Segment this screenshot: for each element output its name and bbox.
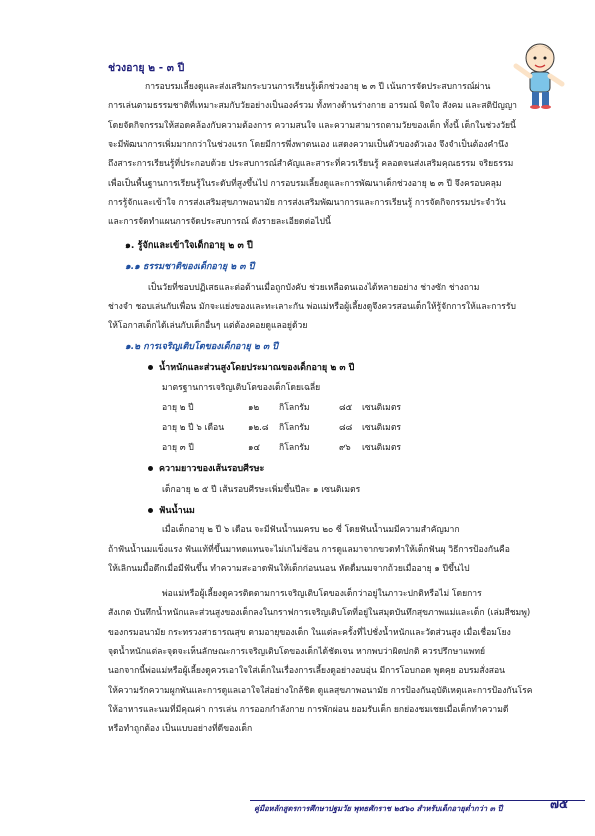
paragraph-line: ช่างจำ ชอบเล่นกับเพื่อน มักจะแย่งของและทะเลาะกัน พ่อแม่หรือผู้เลี้ยงดูจึงควรสอนเด็กให้รู้จักการให้และการรับ [108, 302, 516, 312]
bullet-weight-height [148, 362, 354, 374]
intro-line: การเล่นตามธรรมชาติที่เหมาะสมกับวัยอย่างเป็นองค์รวม ทั้งทางด้านร่างกาย อารมณ์ จิตใจ สังคม และสติปัญญา [108, 101, 517, 111]
teeth-line: ถ้าฟันน้ำนมแข็งแรง ฟันแท้ที่ขึ้นมาทดแทนจะไม่เกไม่ซ้อน การดูแลมาจากขวดทำให้เด็กฟันผุ วิธีการป้องกันคือ [108, 545, 510, 555]
growth-row [162, 442, 462, 454]
intro-line: การอบรมเลี้ยงดูและส่งเสริมกระบวนการเรียนรู้เด็กช่วงอายุ ๒ ๓ ปี เน้นการจัดประสบการณ์ผ่าน [145, 82, 491, 92]
growth-height: ๘๘ [339, 423, 353, 433]
growth-row [162, 422, 462, 434]
bullet-label: ความยาวของเส้นรอบศีรษะ [159, 464, 265, 474]
growth-weight-unit: กิโลกรัม [279, 443, 310, 453]
paragraph-line: เป็นวัยที่ชอบปฏิเสธและต่อต้านเมื่อถูกบังคับ ช่วยเหลือตนเองได้หลายอย่าง ช่างซัก ช่างถาม [148, 283, 480, 293]
growth-height: ๙๖ [339, 443, 351, 453]
bullet-head-circumference [148, 463, 264, 475]
footer-text: คู่มือหลักสูตรการศึกษาปฐมวัย พุทธศักราช ๒๕๖๐ สำหรับเด็กอายุต่ำกว่า ๓ ปี [254, 804, 503, 813]
intro-line: เพื่อเป็นพื้นฐานการเรียนรู้ในระดับที่สูงขึ้นไป การอบรมเลี้ยงดูและการพัฒนาเด็กช่วงอายุ ๒ ๓ ปี จึงครอบคลุม [108, 179, 502, 189]
bullet-label: น้ำหนักและส่วนสูงโดยประมาณของเด็กอายุ ๒ ๓ ปี [159, 363, 355, 373]
growth-age: อายุ ๒ ปี ๖ เดือน [162, 423, 225, 433]
page-number: ๗๕ [550, 797, 569, 811]
parents-line: ของกรมอนามัย กระทรวงสาธารณสุข ตามอายุของเด็ก ในแต่ละครั้งที่ไปชั่งน้ำหนักและวัดส่วนสูง เมื่อเชื่อมโยง [108, 628, 511, 638]
parents-line: นอกจากนี้พ่อแม่หรือผู้เลี้ยงดูควรเอาใจใส่เด็กในเรื่องการเลี้ยงดูอย่างอบอุ่น มีการโอบกอด พูดคุย อบรมสั่งสอน [108, 666, 506, 676]
heading-1-2: ๑.๒ การเจริญเติบโตของเด็กอายุ ๒ ๓ ปี [125, 342, 278, 352]
parents-line: สังเกต บันทึกน้ำหนักและส่วนสูงของเด็กลงในกราฟการเจริญเติบโตที่อยู่ในสมุดบันทึกสุขภาพแม่และเด็ก (เล่มสีชมพู) [108, 608, 531, 618]
growth-height: ๘๕ [339, 403, 353, 413]
teeth-line: เมื่อเด็กอายุ ๒ ปี ๖ เดือน จะมีฟันน้ำนมครบ ๒๐ ซี่ โดยฟันน้ำนมมีความสำคัญมาก [162, 525, 460, 535]
growth-weight: ๑๒ [248, 403, 260, 413]
growth-height-unit: เซนติเมตร [362, 423, 402, 433]
standard-caption: มาตรฐานการเจริญเติบโตของเด็กโดยเฉลี่ย [162, 383, 321, 393]
bullet-label: ฟันน้ำนม [159, 506, 195, 516]
growth-weight-unit: กิโลกรัม [279, 403, 310, 413]
parents-line: ให้อาหารและนมที่มีคุณค่า การเล่น การออกกำลังกาย การพักผ่อน ยอมรับเด็ก ยกย่องชมเชยเมื่อเด็กทำความดี [108, 705, 509, 715]
intro-line: การรู้จักและเข้าใจ การส่งเสริมสุขภาพอนามัย การส่งเสริมพัฒนาการและการเรียนรู้ การจัดกิจกรรมประจำวัน [108, 198, 506, 208]
intro-line: จะมีพัฒนาการเพิ่มมากกว่าในช่วงแรก โดยมีการพึ่งพาตนเอง แสดงความเป็นตัวของตัวเอง จึงจำเป็นต้องคำนึง [108, 140, 509, 150]
heading-1-1: ๑.๑ ธรรมชาติของเด็กอายุ ๒ ๓ ปี [125, 262, 255, 272]
section-title: ช่วงอายุ ๒ - ๓ ปี [108, 62, 185, 74]
growth-weight-unit: กิโลกรัม [279, 423, 310, 433]
child-mascot-illustration [502, 36, 572, 110]
parents-line: จุดน้ำหนักแต่ละจุดจะเห็นลักษณะการเจริญเติบโตของเด็กได้ชัดเจน หากพบว่าผิดปกติ ควรปรึกษาแพทย์ [108, 647, 486, 657]
paragraph-line: ให้โอกาสเด็กได้เล่นกับเด็กอื่นๆ แต่ต้องคอยดูแลอยู่ด้วย [108, 321, 308, 331]
footer-rule [250, 800, 585, 801]
head-text: เด็กอายุ ๒ ๕ ปี เส้นรอบศีรษะเพิ่มขึ้นปีละ ๑ เซนติเมตร [162, 485, 361, 495]
parents-line: พ่อแม่หรือผู้เลี้ยงดูควรติดตามการเจริญเติบโตของเด็กว่าอยู่ในภาวะปกติหรือไม่ โดยการ [162, 589, 482, 599]
growth-age: อายุ ๓ ปี [162, 443, 194, 453]
teeth-line: ให้เลิกนมมื้อดึกเมื่อมีฟันขึ้น ทำความสะอาดฟันให้เด็กก่อนนอน หัดดื่มนมจากถ้วยเมื่ออายุ ๑ ปีขึ้นไป [108, 564, 470, 574]
bullet-baby-teeth [148, 505, 195, 517]
parents-line: หรือทำถูกต้อง เป็นแบบอย่างที่ดีของเด็ก [108, 724, 253, 734]
intro-line: และการจัดทำแผนการจัดประสบการณ์ ดังรายละเอียดต่อไปนี้ [108, 217, 331, 227]
growth-height-unit: เซนติเมตร [362, 443, 402, 453]
heading-1: ๑. รู้จักและเข้าใจเด็กอายุ ๒ ๓ ปี [125, 240, 253, 251]
intro-line: ถึงสาระการเรียนรู้ที่ประกอบด้วย ประสบการณ์สำคัญและสาระที่ควรเรียนรู้ คลอดจนส่งเสริมคุณธรรม จริยธรรม [108, 159, 514, 169]
bullet-dot [148, 365, 153, 370]
growth-weight: ๑๔ [248, 443, 260, 453]
growth-row [162, 402, 462, 414]
intro-line: โดยจัดกิจกรรมให้สอดคล้องกับความต้องการ ความสนใจ และความสามารถตามวัยของเด็ก ทั้งนี้ เด็กในช่วงวัยนี้ [108, 121, 516, 131]
parents-line: ให้ความรักความผูกพันและการดูแลเอาใจใส่อย่างใกล้ชิด ดูแลสุขภาพอนามัย การป้องกันอุบัติเหตุและการป้องกันโรค [108, 686, 533, 696]
bullet-dot [148, 466, 153, 471]
growth-height-unit: เซนติเมตร [362, 403, 402, 413]
growth-age: อายุ ๒ ปี [162, 403, 194, 413]
bullet-dot [148, 508, 153, 513]
growth-weight: ๑๒.๘ [248, 423, 269, 433]
